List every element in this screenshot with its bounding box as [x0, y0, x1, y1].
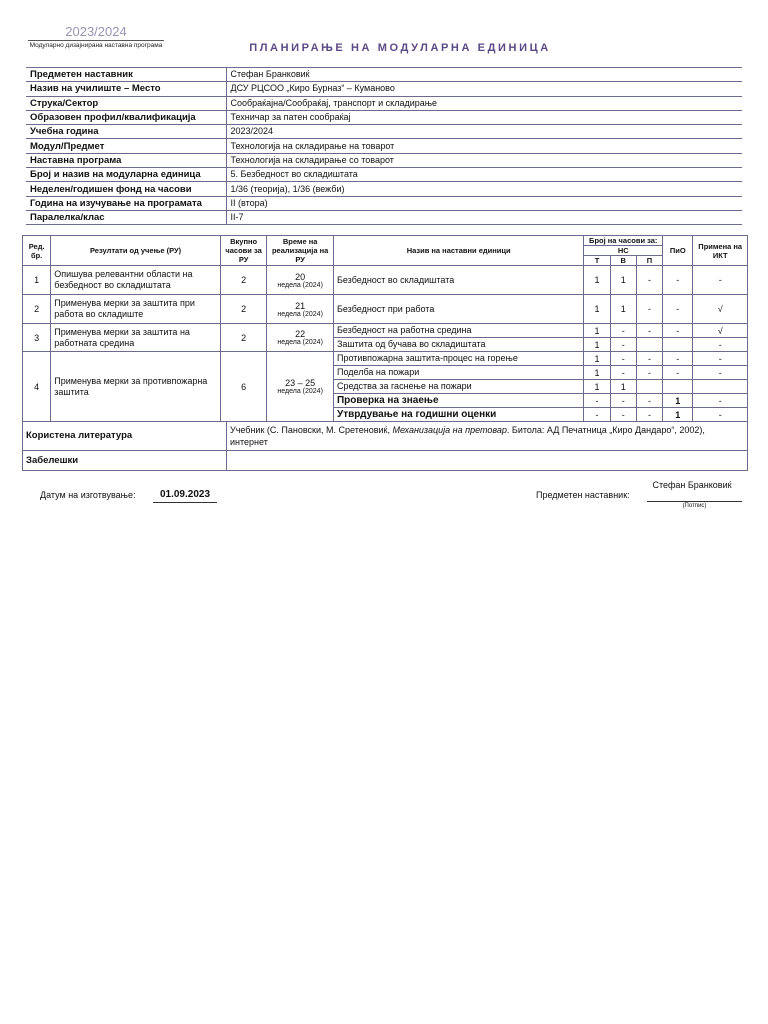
- header-unit: Назив на наставни единици: [333, 236, 583, 266]
- info-key: Неделен/годишен фонд на часови: [26, 182, 226, 196]
- info-value: II (втора): [226, 196, 742, 210]
- info-key: Образовен профил/квалификација: [26, 110, 226, 124]
- header-t: Т: [584, 256, 610, 266]
- notes-label: Забелешки: [23, 451, 227, 471]
- header-ikt: Примена на ИКТ: [693, 236, 748, 266]
- pio-value: -: [663, 366, 693, 380]
- date-value: 01.09.2023: [153, 488, 217, 503]
- ikt-value: -: [693, 266, 748, 295]
- info-key: Година на изучување на програмата: [26, 196, 226, 210]
- info-value: ДСУ РЦСОО „Киро Бурназ“ – Куманово: [226, 82, 742, 96]
- signature-line: [647, 501, 742, 502]
- row-number: 2: [23, 295, 51, 324]
- unit-name: Противпожарна заштита-процес на горење: [333, 352, 583, 366]
- info-key: Паралелка/клас: [26, 210, 226, 224]
- hours-p: -: [636, 324, 662, 338]
- learning-outcome: Применува мерки за заштита на работната средина: [51, 324, 221, 352]
- pio-value: -: [663, 352, 693, 366]
- unit-name: Поделба на пожари: [333, 366, 583, 380]
- info-row: [26, 96, 742, 110]
- info-key: Предметен наставник: [26, 68, 226, 82]
- info-row: [26, 110, 742, 124]
- info-row: [26, 139, 742, 153]
- header-total: Вкупно часови за РУ: [220, 236, 266, 266]
- info-key: Струка/Сектор: [26, 96, 226, 110]
- school-year: 2023/2024: [28, 24, 164, 41]
- literature-label: Користена литература: [23, 422, 227, 451]
- unit-name: Проверка на знаење: [333, 394, 583, 408]
- info-value: 1/36 (теорија), 1/36 (вежби): [226, 182, 742, 196]
- hours-v: -: [610, 394, 636, 408]
- row-number: 4: [23, 352, 51, 422]
- hours-p: -: [636, 352, 662, 366]
- row-number: 1: [23, 266, 51, 295]
- info-value: Техничар за патен сообраќај: [226, 110, 742, 124]
- total-hours: 2: [220, 295, 266, 324]
- ikt-value: √: [693, 295, 748, 324]
- hours-v: -: [610, 408, 636, 422]
- realization-time: 23 – 25 недела (2024): [267, 352, 334, 422]
- ikt-value: -: [693, 352, 748, 366]
- pio-value: -: [663, 295, 693, 324]
- hours-v: -: [610, 366, 636, 380]
- info-key: Наставна програма: [26, 153, 226, 167]
- hours-v: -: [610, 338, 636, 352]
- info-key: Учебна година: [26, 125, 226, 139]
- hours-t: -: [584, 408, 610, 422]
- hours-v: -: [610, 352, 636, 366]
- program-subtitle: Модуларно дизајнирана наставна програма: [29, 42, 163, 49]
- year-block: [28, 24, 164, 50]
- plan-table: [22, 235, 748, 422]
- ikt-value: √: [693, 324, 748, 338]
- hours-p: -: [636, 394, 662, 408]
- header-no: Ред. бр.: [23, 236, 51, 266]
- pio-value: 1: [663, 408, 693, 422]
- hours-v: 1: [610, 295, 636, 324]
- info-value: II-7: [226, 210, 742, 224]
- learning-outcome: Опишува релевантни области на безбедност во складиштата: [51, 266, 221, 295]
- unit-name: Утврдување на годишни оценки: [333, 408, 583, 422]
- table-row: [23, 324, 748, 338]
- info-value: 2023/2024: [226, 125, 742, 139]
- realization-time: 22 недела (2024): [267, 324, 334, 352]
- literature-table: [22, 421, 748, 471]
- signature-label: (Потпис): [682, 503, 707, 509]
- info-table: [26, 67, 742, 225]
- ikt-value: -: [693, 408, 748, 422]
- total-hours: 6: [220, 352, 266, 422]
- ikt-value: -: [693, 338, 748, 352]
- row-number: 3: [23, 324, 51, 352]
- pio-value: 1: [663, 394, 693, 408]
- info-key: Број и назив на модуларна единица: [26, 168, 226, 182]
- hours-t: 1: [584, 380, 610, 394]
- hours-p: -: [636, 408, 662, 422]
- unit-name: Безбедност при работа: [333, 295, 583, 324]
- learning-outcome: Применува мерки за противпожарна заштита: [51, 352, 221, 422]
- table-row: [23, 352, 748, 366]
- hours-v: -: [610, 324, 636, 338]
- ikt-value: [693, 380, 748, 394]
- info-row: [26, 168, 742, 182]
- date-label: Датум на изготвување:: [40, 490, 136, 500]
- hours-p: -: [636, 366, 662, 380]
- info-row: [26, 125, 742, 139]
- hours-t: 1: [584, 366, 610, 380]
- literature-value: Учебник (С. Пановски, М. Сретеновиќ, Механизација на претовар. Битола: АД Печатница „Киро Дандаро“, 2002), интернет: [227, 422, 748, 451]
- info-row: [26, 196, 742, 210]
- header-pio: ПиО: [663, 236, 693, 266]
- learning-outcome: Применува мерки за заштита при работа во складиште: [51, 295, 221, 324]
- info-row: [26, 210, 742, 224]
- info-row: [26, 153, 742, 167]
- hours-t: 1: [584, 338, 610, 352]
- hours-p: -: [636, 266, 662, 295]
- hours-t: 1: [584, 266, 610, 295]
- teacher-name: Стефан Бранковиќ: [652, 480, 732, 490]
- header-time: Време на реализација на РУ: [267, 236, 334, 266]
- unit-name: Безбедност во складиштата: [333, 266, 583, 295]
- notes-value: [227, 451, 748, 471]
- table-row: [23, 295, 748, 324]
- pio-value: -: [663, 324, 693, 338]
- header-ru: Резултати од учење (РУ): [51, 236, 221, 266]
- realization-time: 20 недела (2024): [267, 266, 334, 295]
- ikt-value: -: [693, 394, 748, 408]
- header-p: П: [636, 256, 662, 266]
- header-v: В: [610, 256, 636, 266]
- unit-name: Заштита од бучава во складиштата: [333, 338, 583, 352]
- info-value: 5. Безбедност во складиштата: [226, 168, 742, 182]
- hours-p: -: [636, 295, 662, 324]
- pio-value: -: [663, 266, 693, 295]
- pio-value: [663, 338, 693, 352]
- total-hours: 2: [220, 266, 266, 295]
- hours-p: [636, 380, 662, 394]
- header-hours: Број на часови за:: [584, 236, 663, 246]
- unit-name: Средства за гаснење на пожари: [333, 380, 583, 394]
- teacher-label: Предметен наставник:: [536, 490, 630, 500]
- hours-p: [636, 338, 662, 352]
- header-ns: НС: [584, 246, 663, 256]
- info-row: [26, 182, 742, 196]
- info-key: Модул/Предмет: [26, 139, 226, 153]
- info-key: Назив на училиште – Место: [26, 82, 226, 96]
- table-row: [23, 266, 748, 295]
- hours-t: -: [584, 394, 610, 408]
- info-value: Сообраќајна/Сообраќај, транспорт и складирање: [226, 96, 742, 110]
- page-title: ПЛАНИРАЊЕ НА МОДУЛАРНА ЕДИНИЦА: [249, 42, 551, 54]
- hours-t: 1: [584, 352, 610, 366]
- unit-name: Безбедност на работна средина: [333, 324, 583, 338]
- info-value: Технологија на складирање со товарот: [226, 153, 742, 167]
- info-value: Технологија на складирање на товарот: [226, 139, 742, 153]
- info-row: [26, 68, 742, 82]
- hours-t: 1: [584, 324, 610, 338]
- hours-t: 1: [584, 295, 610, 324]
- hours-v: 1: [610, 380, 636, 394]
- realization-time: 21 недела (2024): [267, 295, 334, 324]
- total-hours: 2: [220, 324, 266, 352]
- info-value: Стефан Бранковиќ: [226, 68, 742, 82]
- ikt-value: -: [693, 366, 748, 380]
- pio-value: [663, 380, 693, 394]
- info-row: [26, 82, 742, 96]
- hours-v: 1: [610, 266, 636, 295]
